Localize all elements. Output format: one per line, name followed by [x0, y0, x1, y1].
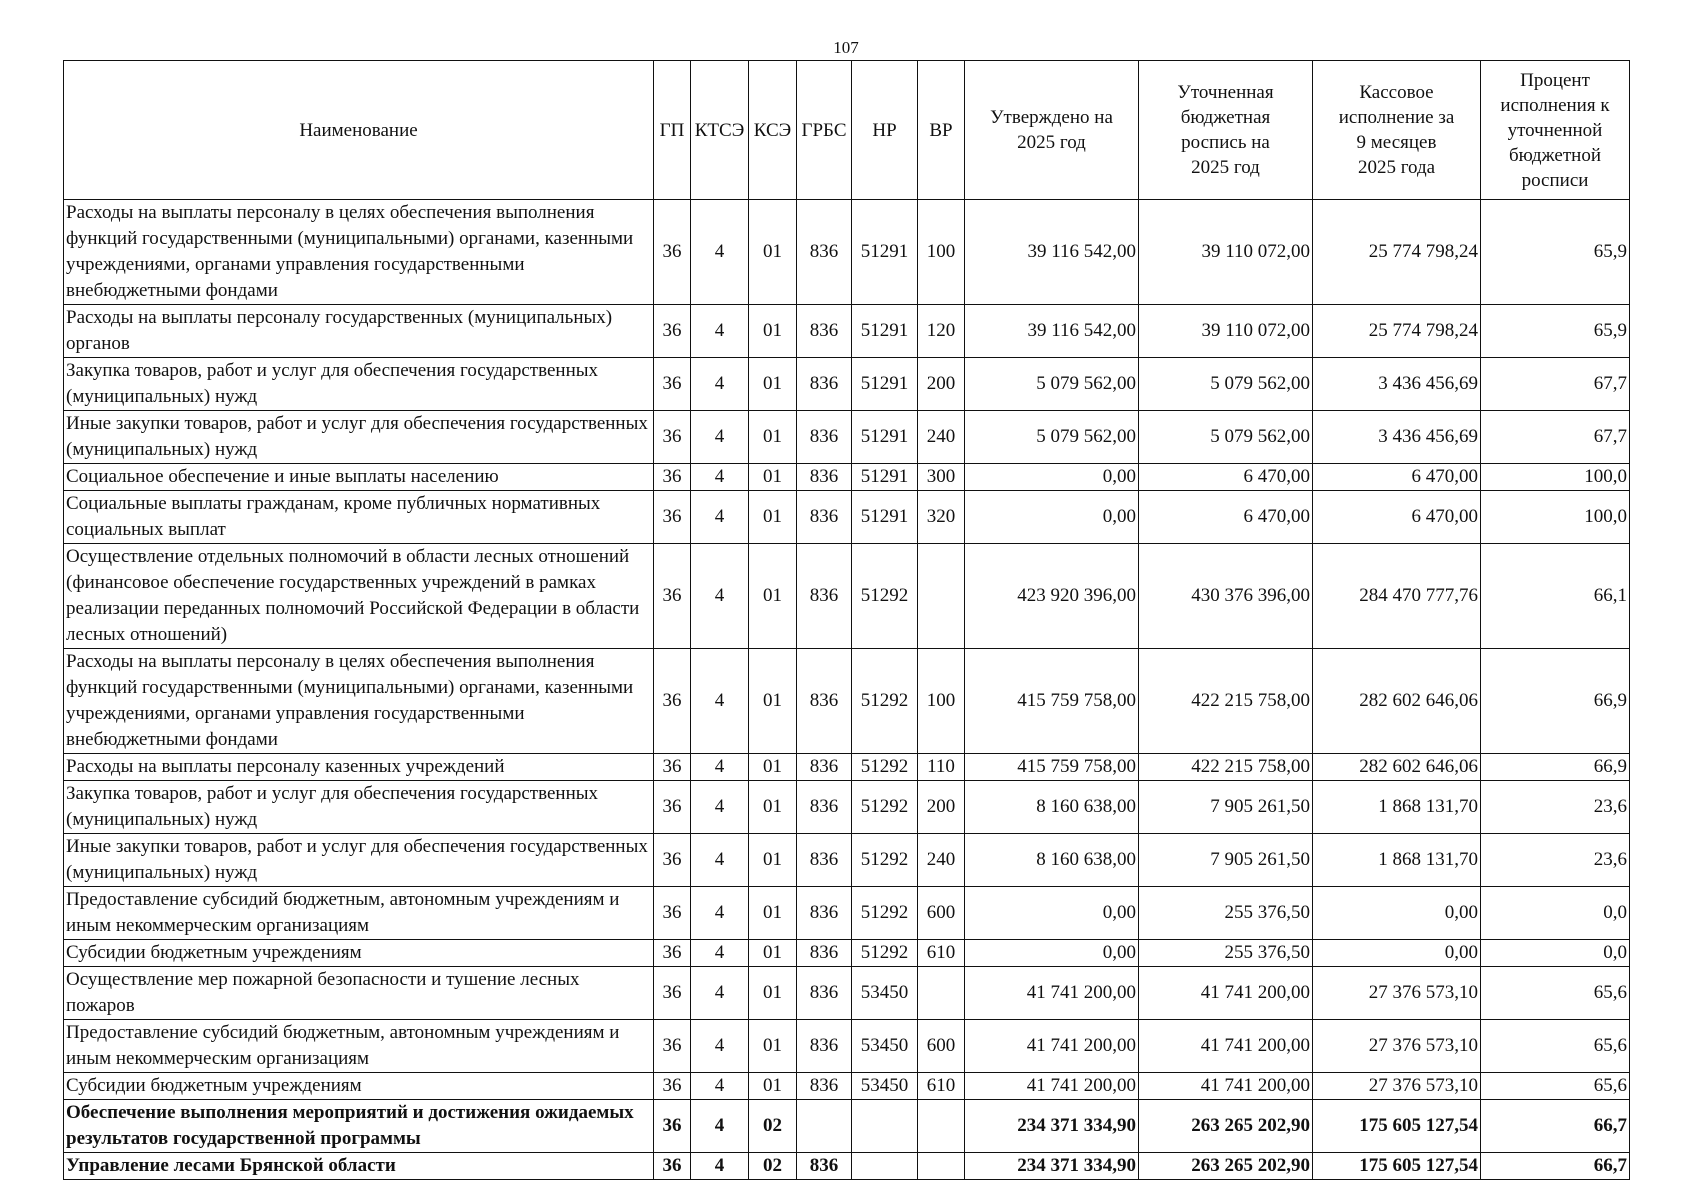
cell-ktse: 4: [691, 1153, 749, 1180]
cell-vr: [918, 967, 965, 1020]
cell-gp: 36: [654, 491, 691, 544]
cell-gp: 36: [654, 781, 691, 834]
header-name: Наименование: [64, 61, 654, 200]
table-row: [64, 200, 1630, 305]
cell-percent: 67,7: [1481, 358, 1630, 411]
cell-name: Социальное обеспечение и иные выплаты населению: [64, 464, 654, 491]
cell-gp: 36: [654, 1073, 691, 1100]
cell-cash: 6 470,00: [1313, 491, 1481, 544]
cell-grbs: 836: [797, 967, 852, 1020]
budget-execution-table: [63, 60, 1630, 1180]
header-gp: ГП: [654, 61, 691, 200]
cell-vr: 110: [918, 754, 965, 781]
cell-ktse: 4: [691, 544, 749, 649]
cell-np: 51292: [852, 834, 918, 887]
cell-grbs: 836: [797, 464, 852, 491]
cell-cash: 1 868 131,70: [1313, 781, 1481, 834]
cell-ktse: 4: [691, 1020, 749, 1073]
table-row: [64, 305, 1630, 358]
cell-gp: 36: [654, 754, 691, 781]
cell-refined: 41 741 200,00: [1139, 1073, 1313, 1100]
table-row: [64, 967, 1630, 1020]
cell-np: 51291: [852, 358, 918, 411]
cell-refined: 39 110 072,00: [1139, 305, 1313, 358]
cell-grbs: 836: [797, 781, 852, 834]
cell-cash: 6 470,00: [1313, 464, 1481, 491]
cell-refined: 255 376,50: [1139, 940, 1313, 967]
cell-kse: 01: [749, 411, 797, 464]
cell-grbs: 836: [797, 940, 852, 967]
table-row: [64, 1020, 1630, 1073]
cell-kse: 01: [749, 781, 797, 834]
cell-np: 51292: [852, 940, 918, 967]
table-body: [64, 200, 1630, 1180]
cell-gp: 36: [654, 887, 691, 940]
cell-refined: 41 741 200,00: [1139, 967, 1313, 1020]
cell-approved: 8 160 638,00: [965, 834, 1139, 887]
cell-approved: 5 079 562,00: [965, 358, 1139, 411]
cell-approved: 415 759 758,00: [965, 754, 1139, 781]
cell-vr: 600: [918, 1020, 965, 1073]
cell-name: Управление лесами Брянской области: [64, 1153, 654, 1180]
cell-grbs: 836: [797, 411, 852, 464]
table-row: [64, 411, 1630, 464]
cell-np: 51291: [852, 491, 918, 544]
cell-cash: 27 376 573,10: [1313, 1020, 1481, 1073]
cell-approved: 39 116 542,00: [965, 200, 1139, 305]
cell-approved: 234 371 334,90: [965, 1153, 1139, 1180]
table-row: [64, 1100, 1630, 1153]
cell-ktse: 4: [691, 754, 749, 781]
cell-approved: 0,00: [965, 491, 1139, 544]
cell-percent: 0,0: [1481, 887, 1630, 940]
cell-approved: 0,00: [965, 464, 1139, 491]
cell-refined: 430 376 396,00: [1139, 544, 1313, 649]
header-kse: КСЭ: [749, 61, 797, 200]
cell-ktse: 4: [691, 411, 749, 464]
cell-percent: 65,6: [1481, 1020, 1630, 1073]
header-approved: Утверждено на 2025 год: [965, 61, 1139, 200]
cell-cash: 284 470 777,76: [1313, 544, 1481, 649]
cell-approved: 234 371 334,90: [965, 1100, 1139, 1153]
cell-vr: 610: [918, 1073, 965, 1100]
cell-refined: 255 376,50: [1139, 887, 1313, 940]
table-header-row: [64, 61, 1630, 200]
cell-refined: 6 470,00: [1139, 491, 1313, 544]
cell-vr: 200: [918, 358, 965, 411]
table-row: [64, 1153, 1630, 1180]
cell-ktse: 4: [691, 1073, 749, 1100]
header-np: НР: [852, 61, 918, 200]
cell-np: 51291: [852, 200, 918, 305]
cell-name: Осуществление мер пожарной безопасности и тушение лесных пожаров: [64, 967, 654, 1020]
cell-cash: 27 376 573,10: [1313, 967, 1481, 1020]
table-row: [64, 544, 1630, 649]
cell-grbs: 836: [797, 1073, 852, 1100]
cell-percent: 66,1: [1481, 544, 1630, 649]
table-row: [64, 940, 1630, 967]
cell-name: Расходы на выплаты персоналу в целях обеспечения выполнения функций государственными (муниципальными) органами, казенными учреждениями, органами управления государственными внебюджетными фондами: [64, 649, 654, 754]
cell-percent: 65,9: [1481, 305, 1630, 358]
cell-np: 53450: [852, 1020, 918, 1073]
header-percent: Процент исполнения к уточненной бюджетной росписи: [1481, 61, 1630, 200]
cell-vr: 100: [918, 200, 965, 305]
cell-approved: 423 920 396,00: [965, 544, 1139, 649]
cell-approved: 0,00: [965, 940, 1139, 967]
cell-ktse: 4: [691, 464, 749, 491]
cell-approved: 8 160 638,00: [965, 781, 1139, 834]
cell-kse: 01: [749, 940, 797, 967]
cell-percent: 66,9: [1481, 649, 1630, 754]
cell-grbs: 836: [797, 544, 852, 649]
cell-name: Закупка товаров, работ и услуг для обеспечения государственных (муниципальных) нужд: [64, 358, 654, 411]
cell-grbs: 836: [797, 200, 852, 305]
cell-np: 51291: [852, 305, 918, 358]
cell-approved: 0,00: [965, 887, 1139, 940]
table-row: [64, 1073, 1630, 1100]
cell-ktse: 4: [691, 834, 749, 887]
cell-vr: [918, 1100, 965, 1153]
cell-cash: 0,00: [1313, 887, 1481, 940]
cell-percent: 100,0: [1481, 464, 1630, 491]
cell-gp: 36: [654, 305, 691, 358]
cell-kse: 01: [749, 887, 797, 940]
cell-cash: 282 602 646,06: [1313, 649, 1481, 754]
cell-approved: 41 741 200,00: [965, 967, 1139, 1020]
cell-ktse: 4: [691, 1100, 749, 1153]
cell-percent: 66,7: [1481, 1153, 1630, 1180]
cell-grbs: 836: [797, 887, 852, 940]
cell-grbs: 836: [797, 305, 852, 358]
cell-approved: 5 079 562,00: [965, 411, 1139, 464]
cell-vr: 240: [918, 411, 965, 464]
cell-refined: 5 079 562,00: [1139, 411, 1313, 464]
cell-refined: 7 905 261,50: [1139, 834, 1313, 887]
table-row: [64, 358, 1630, 411]
cell-vr: 100: [918, 649, 965, 754]
cell-refined: 5 079 562,00: [1139, 358, 1313, 411]
cell-ktse: 4: [691, 887, 749, 940]
cell-approved: 41 741 200,00: [965, 1020, 1139, 1073]
cell-cash: 175 605 127,54: [1313, 1100, 1481, 1153]
table-row: [64, 781, 1630, 834]
cell-approved: 415 759 758,00: [965, 649, 1139, 754]
cell-percent: 0,0: [1481, 940, 1630, 967]
cell-gp: 36: [654, 1020, 691, 1073]
cell-approved: 39 116 542,00: [965, 305, 1139, 358]
cell-name: Иные закупки товаров, работ и услуг для обеспечения государственных (муниципальных) нужд: [64, 834, 654, 887]
cell-gp: 36: [654, 834, 691, 887]
cell-ktse: 4: [691, 358, 749, 411]
cell-vr: 610: [918, 940, 965, 967]
header-vr: ВР: [918, 61, 965, 200]
cell-name: Социальные выплаты гражданам, кроме публичных нормативных социальных выплат: [64, 491, 654, 544]
cell-cash: 1 868 131,70: [1313, 834, 1481, 887]
cell-kse: 01: [749, 1073, 797, 1100]
cell-name: Расходы на выплаты персоналу казенных учреждений: [64, 754, 654, 781]
cell-kse: 01: [749, 1020, 797, 1073]
cell-np: 53450: [852, 967, 918, 1020]
cell-grbs: 836: [797, 1020, 852, 1073]
cell-np: 53450: [852, 1073, 918, 1100]
cell-name: Закупка товаров, работ и услуг для обеспечения государственных (муниципальных) нужд: [64, 781, 654, 834]
cell-percent: 66,7: [1481, 1100, 1630, 1153]
cell-refined: 6 470,00: [1139, 464, 1313, 491]
cell-ktse: 4: [691, 305, 749, 358]
cell-grbs: 836: [797, 1153, 852, 1180]
cell-ktse: 4: [691, 649, 749, 754]
cell-kse: 01: [749, 754, 797, 781]
cell-name: Осуществление отдельных полномочий в области лесных отношений (финансовое обеспечение государственных учреждений в рамках реализации переданных полномочий Российской Федерации в области лесных отношений): [64, 544, 654, 649]
cell-refined: 422 215 758,00: [1139, 649, 1313, 754]
cell-percent: 65,6: [1481, 1073, 1630, 1100]
cell-cash: 175 605 127,54: [1313, 1153, 1481, 1180]
cell-cash: 282 602 646,06: [1313, 754, 1481, 781]
cell-np: 51292: [852, 544, 918, 649]
cell-name: Расходы на выплаты персоналу в целях обеспечения выполнения функций государственными (муниципальными) органами, казенными учреждениями, органами управления государственными внебюджетными фондами: [64, 200, 654, 305]
cell-percent: 65,9: [1481, 200, 1630, 305]
cell-percent: 100,0: [1481, 491, 1630, 544]
header-ktse: КТСЭ: [691, 61, 749, 200]
cell-approved: 41 741 200,00: [965, 1073, 1139, 1100]
cell-percent: 67,7: [1481, 411, 1630, 464]
cell-gp: 36: [654, 1153, 691, 1180]
cell-kse: 02: [749, 1100, 797, 1153]
cell-name: Предоставление субсидий бюджетным, автономным учреждениям и иным некоммерческим организациям: [64, 1020, 654, 1073]
cell-grbs: 836: [797, 491, 852, 544]
cell-name: Субсидии бюджетным учреждениям: [64, 940, 654, 967]
cell-cash: 3 436 456,69: [1313, 358, 1481, 411]
cell-name: Расходы на выплаты персоналу государственных (муниципальных) органов: [64, 305, 654, 358]
cell-refined: 263 265 202,90: [1139, 1153, 1313, 1180]
cell-kse: 01: [749, 464, 797, 491]
cell-grbs: 836: [797, 834, 852, 887]
cell-cash: 27 376 573,10: [1313, 1073, 1481, 1100]
cell-refined: 263 265 202,90: [1139, 1100, 1313, 1153]
cell-np: 51292: [852, 887, 918, 940]
table-row: [64, 649, 1630, 754]
cell-cash: 25 774 798,24: [1313, 200, 1481, 305]
cell-kse: 01: [749, 491, 797, 544]
table-row: [64, 491, 1630, 544]
cell-vr: 120: [918, 305, 965, 358]
cell-ktse: 4: [691, 491, 749, 544]
cell-grbs: 836: [797, 754, 852, 781]
cell-kse: 02: [749, 1153, 797, 1180]
cell-kse: 01: [749, 544, 797, 649]
cell-gp: 36: [654, 358, 691, 411]
cell-gp: 36: [654, 544, 691, 649]
table-row: [64, 834, 1630, 887]
cell-gp: 36: [654, 967, 691, 1020]
cell-gp: 36: [654, 940, 691, 967]
cell-vr: 600: [918, 887, 965, 940]
cell-vr: [918, 1153, 965, 1180]
cell-np: 51292: [852, 754, 918, 781]
cell-vr: 240: [918, 834, 965, 887]
page-number: 107: [833, 38, 859, 57]
cell-percent: 65,6: [1481, 967, 1630, 1020]
cell-refined: 41 741 200,00: [1139, 1020, 1313, 1073]
cell-kse: 01: [749, 358, 797, 411]
cell-kse: 01: [749, 834, 797, 887]
cell-gp: 36: [654, 464, 691, 491]
cell-cash: 25 774 798,24: [1313, 305, 1481, 358]
cell-name: Субсидии бюджетным учреждениям: [64, 1073, 654, 1100]
cell-np: [852, 1153, 918, 1180]
cell-vr: 200: [918, 781, 965, 834]
cell-grbs: 836: [797, 358, 852, 411]
cell-refined: 7 905 261,50: [1139, 781, 1313, 834]
cell-ktse: 4: [691, 967, 749, 1020]
cell-name: Обеспечение выполнения мероприятий и достижения ожидаемых результатов государственной программы: [64, 1100, 654, 1153]
cell-np: [852, 1100, 918, 1153]
cell-name: Предоставление субсидий бюджетным, автономным учреждениям и иным некоммерческим организациям: [64, 887, 654, 940]
table-row: [64, 464, 1630, 491]
cell-refined: 39 110 072,00: [1139, 200, 1313, 305]
cell-kse: 01: [749, 649, 797, 754]
table-row: [64, 754, 1630, 781]
cell-ktse: 4: [691, 200, 749, 305]
cell-percent: 23,6: [1481, 834, 1630, 887]
table-row: [64, 887, 1630, 940]
cell-gp: 36: [654, 411, 691, 464]
cell-gp: 36: [654, 200, 691, 305]
cell-kse: 01: [749, 200, 797, 305]
cell-vr: 320: [918, 491, 965, 544]
cell-grbs: 836: [797, 649, 852, 754]
cell-vr: [918, 544, 965, 649]
header-refined: Уточненная бюджетная роспись на 2025 год: [1139, 61, 1313, 200]
cell-kse: 01: [749, 305, 797, 358]
cell-percent: 23,6: [1481, 781, 1630, 834]
header-cash: Кассовое исполнение за 9 месяцев 2025 года: [1313, 61, 1481, 200]
cell-np: 51291: [852, 464, 918, 491]
header-grbs: ГРБС: [797, 61, 852, 200]
cell-percent: 66,9: [1481, 754, 1630, 781]
cell-np: 51292: [852, 649, 918, 754]
cell-vr: 300: [918, 464, 965, 491]
cell-ktse: 4: [691, 781, 749, 834]
cell-np: 51291: [852, 411, 918, 464]
cell-ktse: 4: [691, 940, 749, 967]
cell-cash: 3 436 456,69: [1313, 411, 1481, 464]
cell-kse: 01: [749, 967, 797, 1020]
cell-np: 51292: [852, 781, 918, 834]
cell-name: Иные закупки товаров, работ и услуг для обеспечения государственных (муниципальных) нужд: [64, 411, 654, 464]
cell-cash: 0,00: [1313, 940, 1481, 967]
cell-gp: 36: [654, 649, 691, 754]
cell-grbs: [797, 1100, 852, 1153]
cell-gp: 36: [654, 1100, 691, 1153]
cell-refined: 422 215 758,00: [1139, 754, 1313, 781]
